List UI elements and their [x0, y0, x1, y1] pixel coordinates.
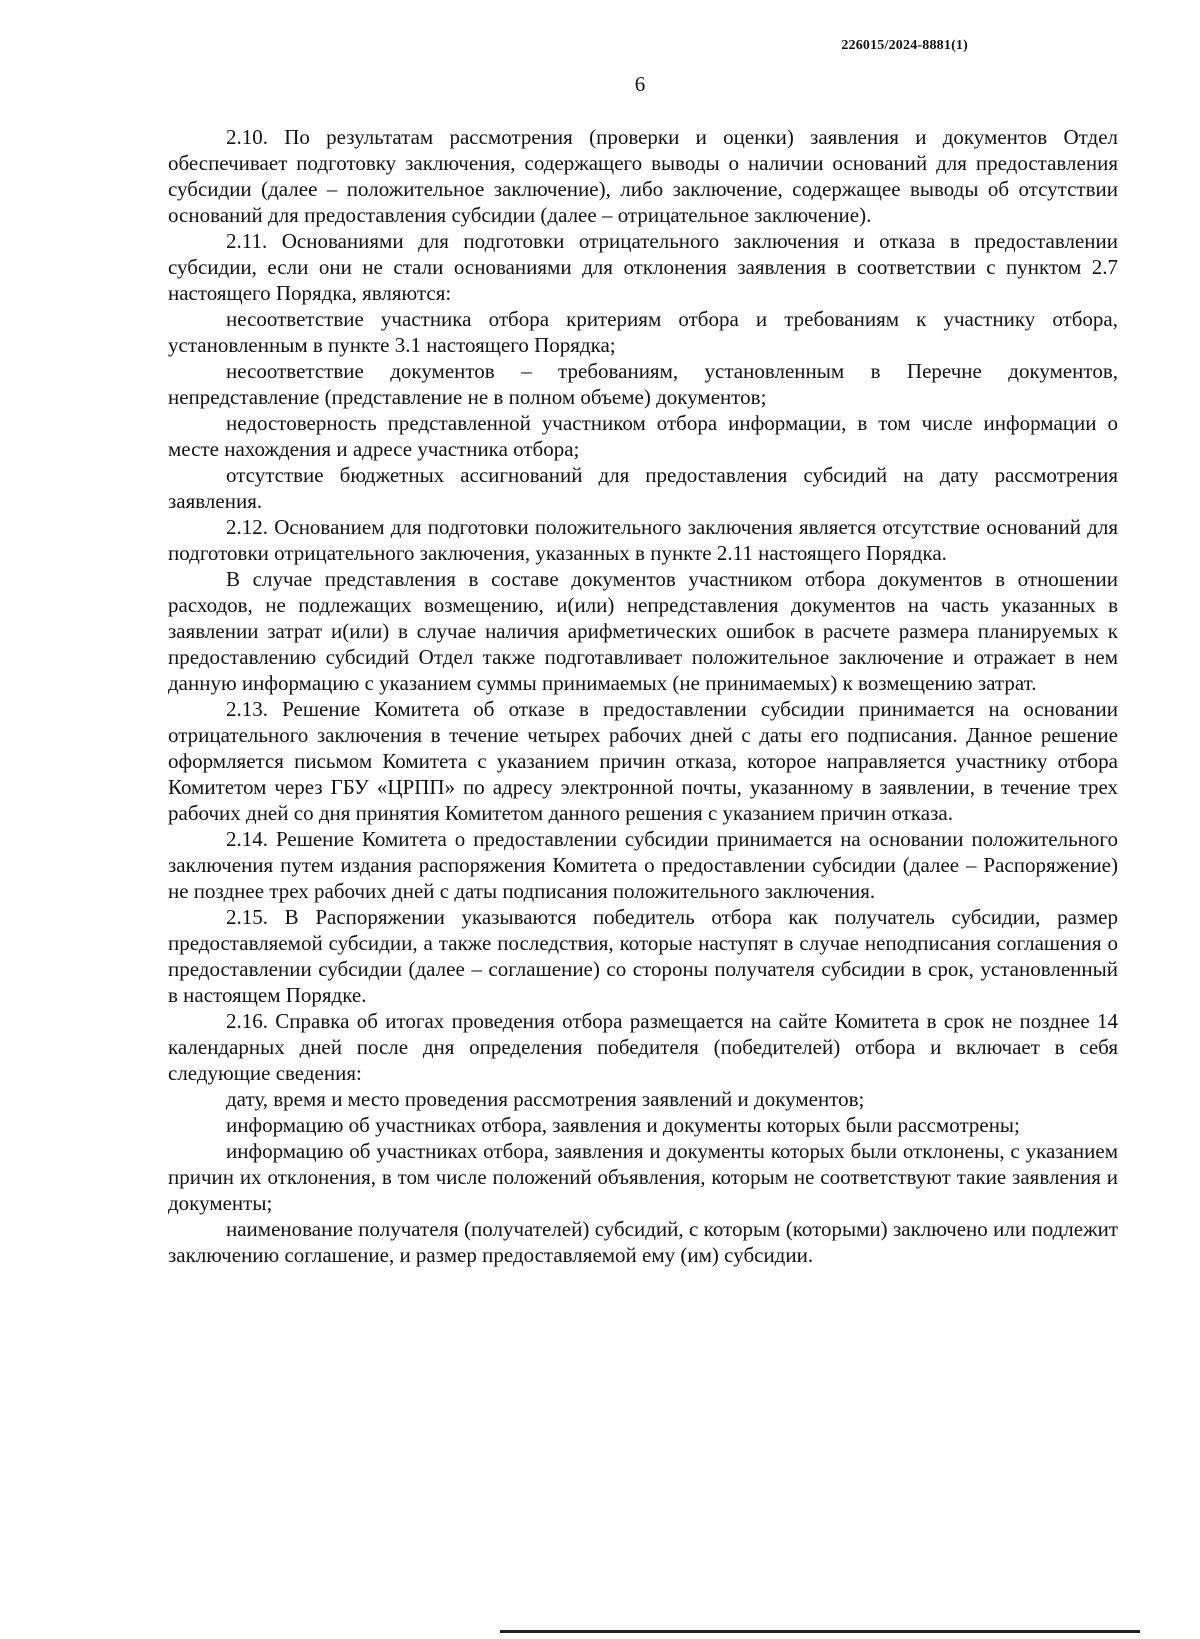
paragraph-2-11: 2.11. Основаниями для подготовки отрицательного заключения и отказа в предоставлении субсидии, если они не стали основаниями для отклонения заявления в соответствии с пунктом 2.7 настоящего Порядка, являются: — [168, 229, 1118, 305]
paragraph-2-10: 2.10. По результатам рассмотрения (проверки и оценки) заявления и документов Отдел обеспечивает подготовку заключения, содержащего выводы о наличии оснований для предоставления субсидии (далее – положительное заключение), либо заключение, содержащее выводы об отсутствии оснований для предоставления субсидии (далее – отрицательное заключение). — [168, 125, 1118, 227]
paragraph-2-14: 2.14. Решение Комитета о предоставлении субсидии принимается на основании положительного заключения путем издания распоряжения Комитета о предоставлении субсидии (далее – Распоряжение) не позднее трех рабочих дней с даты подписания положительного заключения. — [168, 827, 1118, 903]
scan-edge-line — [500, 1630, 1140, 1633]
document-body — [168, 124, 1118, 1268]
list-item: несоответствие участника отбора критериям отбора и требованиям к участнику отбора, установленным в пункте 3.1 настоящего Порядка; — [168, 307, 1118, 357]
list-item: информацию об участниках отбора, заявления и документы которых были отклонены, с указанием причин их отклонения, в том числе положений объявления, которым не соответствуют такие заявления и документы; — [168, 1139, 1118, 1215]
document-registration-number: 226015/2024-8881(1) — [841, 38, 968, 53]
list-item: несоответствие документов – требованиям, установленным в Перечне документов, непредставление (представление не в полном объеме) документов; — [168, 359, 1118, 409]
list-item: недостоверность представленной участником отбора информации, в том числе информации о месте нахождения и адресе участника отбора; — [168, 411, 1118, 461]
list-item: информацию об участниках отбора, заявления и документы которых были рассмотрены; — [226, 1113, 1020, 1137]
list-item: отсутствие бюджетных ассигнований для предоставления субсидий на дату рассмотрения заявления. — [168, 463, 1118, 513]
paragraph-2-16: 2.16. Справка об итогах проведения отбора размещается на сайте Комитета в срок не позднее 14 календарных дней после дня определения победителя (победителей) отбора и включает в себя следующие сведения: — [168, 1009, 1118, 1085]
paragraph-2-13: 2.13. Решение Комитета об отказе в предоставлении субсидии принимается на основании отрицательного заключения в течение четырех рабочих дней с даты его подписания. Данное решение оформляется письмом Комитета с указанием причин отказа, которое направляется участнику отбора Комитетом через ГБУ «ЦРПП» по адресу электронной почты, указанному в заявлении, в течение трех рабочих дней со дня принятия Комитетом данного решения с указанием причин отказа. — [168, 697, 1118, 825]
paragraph-2-12: 2.12. Основанием для подготовки положительного заключения является отсутствие оснований для подготовки отрицательного заключения, указанных в пункте 2.11 настоящего Порядка. — [168, 515, 1118, 565]
page-number: 6 — [634, 72, 646, 96]
list-item: наименование получателя (получателей) субсидий, с которым (которыми) заключено или подлежит заключению соглашение, и размер предоставляемой ему (им) субсидии. — [168, 1217, 1118, 1267]
paragraph-2-15: 2.15. В Распоряжении указываются победитель отбора как получатель субсидии, размер предоставляемой субсидии, а также последствия, которые наступят в случае неподписания соглашения о предоставлении субсидии (далее – соглашение) со стороны получателя субсидии в срок, установленный в настоящем Порядке. — [168, 905, 1118, 1007]
paragraph-2-12-note: В случае представления в составе документов участником отбора документов в отношении расходов, не подлежащих возмещению, и(или) непредставления документов на часть указанных в заявлении затрат и(или) в случае наличия арифметических ошибок в расчете размера планируемых к предоставлению субсидий Отдел также подготавливает положительное заключение и отражает в нем данную информацию с указанием суммы принимаемых (не принимаемых) к возмещению затрат. — [168, 567, 1118, 695]
list-item: дату, время и место проведения рассмотрения заявлений и документов; — [226, 1087, 865, 1111]
